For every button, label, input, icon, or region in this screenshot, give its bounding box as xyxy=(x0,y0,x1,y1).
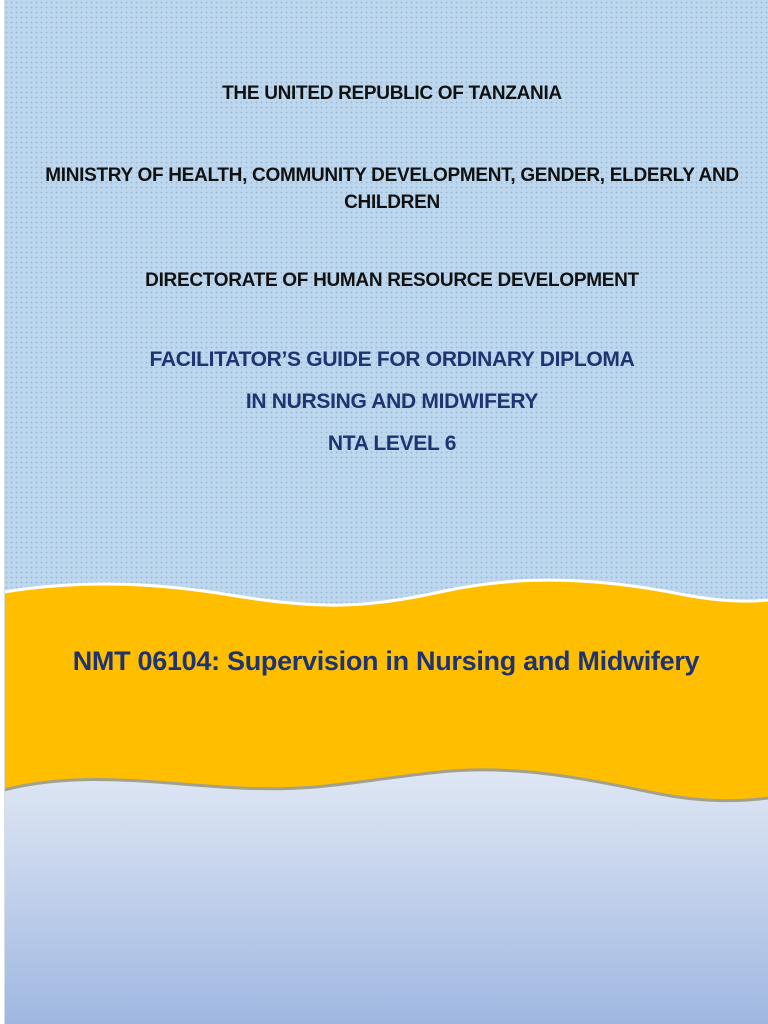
course-title: NMT 06104: Supervision in Nursing and Midwifery xyxy=(72,646,700,676)
republic-heading: THE UNITED REPUBLIC OF TANZANIA xyxy=(222,83,562,104)
guide-title-line-1: FACILITATOR’S GUIDE FOR ORDINARY DIPLOMA xyxy=(149,348,635,371)
ministry-heading: MINISTRY OF HEALTH, COMMUNITY DEVELOPMENT, GENDER, ELDERLY AND CHILDREN xyxy=(45,165,739,213)
guide-title-line-2: IN NURSING AND MIDWIFERY xyxy=(245,390,539,413)
page-left-border xyxy=(4,0,5,1024)
directorate-heading: DIRECTORATE OF HUMAN RESOURCE DEVELOPMENT xyxy=(145,270,639,291)
wave-banner-shape xyxy=(0,570,768,820)
wave-band-fill xyxy=(4,580,768,800)
guide-title-line-3: NTA LEVEL 6 xyxy=(327,432,457,455)
